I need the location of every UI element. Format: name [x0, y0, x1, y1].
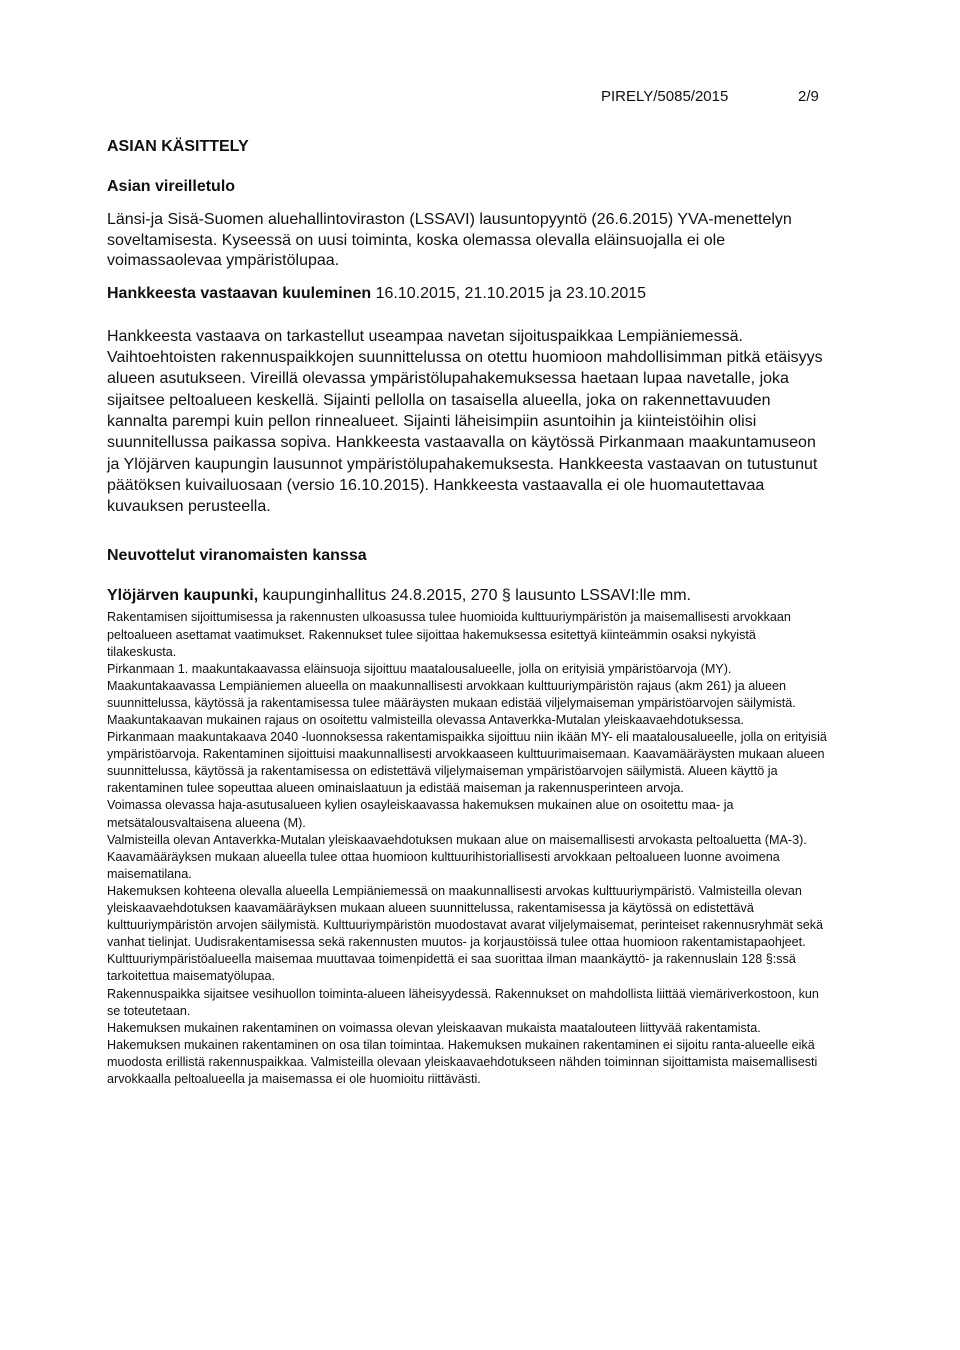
section-heading-asian-kasittely: ASIAN KÄSITTELY: [107, 138, 249, 155]
hearing-heading: Hankkeesta vastaavan kuuleminen: [107, 284, 372, 302]
statement-paragraph-6: Hakemuksen kohteena olevalla alueella Lempiäniemessä on maakunnallisesti arvokas kulttuuriympäristö. Valmisteilla olevan yleiskaavaehdotuksen kaavamääräyksen mukaan alueen suunnittelussa, rakentamisessa ja käytössä on edistettävä kulttuuriympäristön arvojen säilymistä. Kulttuuriympäristön muodostavat avarat viljelymaisemat, perinteiset rakennusryhmät sekä vanhat tielinjat. Uudisrakentamisessa sekä rakennusten muutos- ja korjaustöissä tulee ottaa huomioon rakentamistapaohjeet. Kulttuuriympäristöalueella maisemaa muuttavaa toimenpidettä ei saa suorittaa ilman maankäyttö- ja rakennuslain 128 §:ssä tarkoitettua maisematyölupaa.: [107, 883, 824, 984]
statement-paragraph-1: Rakentamisen sijoittumisessa ja rakennusten ulkoasussa tulee huomioida kulttuuriympäristön ja maisemallisesti arvokkaan peltoalueen asettamat vaatimukset. Rakennukset tulee sijoittaa hakemuksessa esitettyä kiinteämmin osaksi nykyistä tilakeskusta.: [107, 610, 791, 659]
statement-paragraph: [107, 609, 827, 1088]
statement-paragraph-5: Valmisteilla olevan Antaverkka-Mutalan yleiskaavaehdotuksen mukaan alue on maisemallisesti arvokasta peltoaluetta (MA-3). Kaavamääräyksen mukaan alueella tulee ottaa huomioon kulttuurihistoriallisesti arvokkaan peltoalueen luonne avoimena maisematilana.: [107, 832, 807, 881]
document-body: [107, 138, 827, 1088]
ylojarvi-label: Ylöjärven kaupunki,: [107, 587, 259, 605]
intro-paragraph: Länsi-ja Sisä-Suomen aluehallintoviraston (LSSAVI) lausuntopyyntö (26.6.2015) YVA-menettelyn soveltamisesta. Kyseessä on uusi toiminta, koska olemassa olevalla eläinsuojalla ei ole voimassaolevaa ympäristölupaa.: [107, 211, 792, 270]
page-number: 2/9: [798, 88, 819, 105]
statement-paragraph-4: Voimassa olevassa haja-asutusalueen kylien osayleiskaavassa hakemuksen mukainen alue on osoitettu maa- ja metsätalousvaltaisena alueena (M).: [107, 798, 734, 830]
statement-paragraph-3: Pirkanmaan maakuntakaava 2040 -luonnoksessa rakentamispaikka sijoittuu niin ikään MY- eli maatalousalueelle, jolla on erityisiä ympäristöarvoja. Rakentaminen sijoittuisi maakunnallisesti arvokkaaseen kulttuurimaisemaan. Kaavamääräysten mukaan alueen suunnittelussa, käytössä ja rakentamisessa on edistettävä viljelymaiseman ympäristöarvojen säilymistä. Alueen käyttö ja rakentaminen tulee sopeuttaa alueen ominaislaatuun ja edistää maiseman ja rakennusperinteen arvoja.: [107, 730, 827, 796]
hearing-paragraph: Hankkeesta vastaava on tarkastellut useampaa navetan sijoituspaikkaa Lempiäniemessä. Vaihtoehtoisten rakennuspaikkojen suunnittelussa on otettu huomioon mahdollisimman pitkä etäisyys alueen asutukseen. Vireillä olevassa ympäristölupahakemuksessa haetaan lupaa navetalle, joka sijaitsee peltoalueen keskellä. Sijainti pellolla on tasaisella alueella, joka on rakennettavuuden kannalta parempi kuin pellon rinnealueet. Sijainti läheisimpiin asuntoihin ja kiinteistöihin olisi suunnitellussa paikassa sopiva. Hankkeesta vastaavalla on käytössä Pirkanmaan maakuntamuseon ja Ylöjärven kaupungin lausunnot ympäristölupahakemuksesta. Hankkeesta vastaavan on tutustunut päätöksen kuivailuosaan (versio 16.10.2015). Hankkeesta vastaavalla ei ole huomautettavaa kuvauksen perusteella.: [107, 327, 823, 516]
hearing-heading-line: [107, 285, 827, 303]
hearing-dates: 16.10.2015, 21.10.2015 ja 23.10.2015: [371, 284, 647, 302]
document-reference: PIRELY/5085/2015: [601, 88, 729, 105]
subheading-asian-vireilletulo: Asian vireilletulo: [107, 178, 236, 195]
statement-paragraph-7: Rakennuspaikka sijaitsee vesihuollon toiminta-alueen läheisyydessä. Rakennukset on mahdollista liittää viemäriverkostoon, kun se toteutetaan.: [107, 986, 819, 1018]
ylojarvi-statement-text: [107, 609, 827, 1088]
statement-paragraph-2: Pirkanmaan 1. maakuntakaavassa eläinsuoja sijoittuu maatalousalueelle, jolla on erityisiä ympäristöarvoja (MY). Maakuntakaavassa Lempiäniemen alueella on maakunnallisesti arvokkaan kulttuuriympäristön rajaus (akm 261) ja alueen suunnittelussa, käytössä ja rakentamisessa tulee määräysten mukaan edistää viljelymaiseman ympäristöarvojen säilymistä. Maakuntakaavan mukainen rajaus on osoitettu valmisteilla olevassa Antaverkka-Mutalan yleiskaavaehdotuksessa.: [107, 661, 796, 728]
ylojarvi-reference: kaupunginhallitus 24.8.2015, 270 § lausunto LSSAVI:lle mm.: [258, 587, 692, 605]
ylojarvi-statement-line: [107, 587, 827, 605]
negotiations-heading: Neuvottelut viranomaisten kanssa: [107, 547, 367, 565]
statement-paragraph-8: Hakemuksen mukainen rakentaminen on voimassa olevan yleiskaavan mukaista maatalouteen liittyvää rakentamista. Hakemuksen mukainen rakentaminen on osa tilan toimintaa. Hakemuksen mukainen rakentaminen ei sijoitu ranta-alueelle eikä muodosta erillistä rakennuspaikkaa. Valmisteilla olevaan yleiskaavaehdotukseen nähden toiminnan sijoittamista maisemallisesti arvokkaalla peltoalueella ja maisemassa ei ole huomioitu riittävästi.: [107, 1020, 818, 1086]
